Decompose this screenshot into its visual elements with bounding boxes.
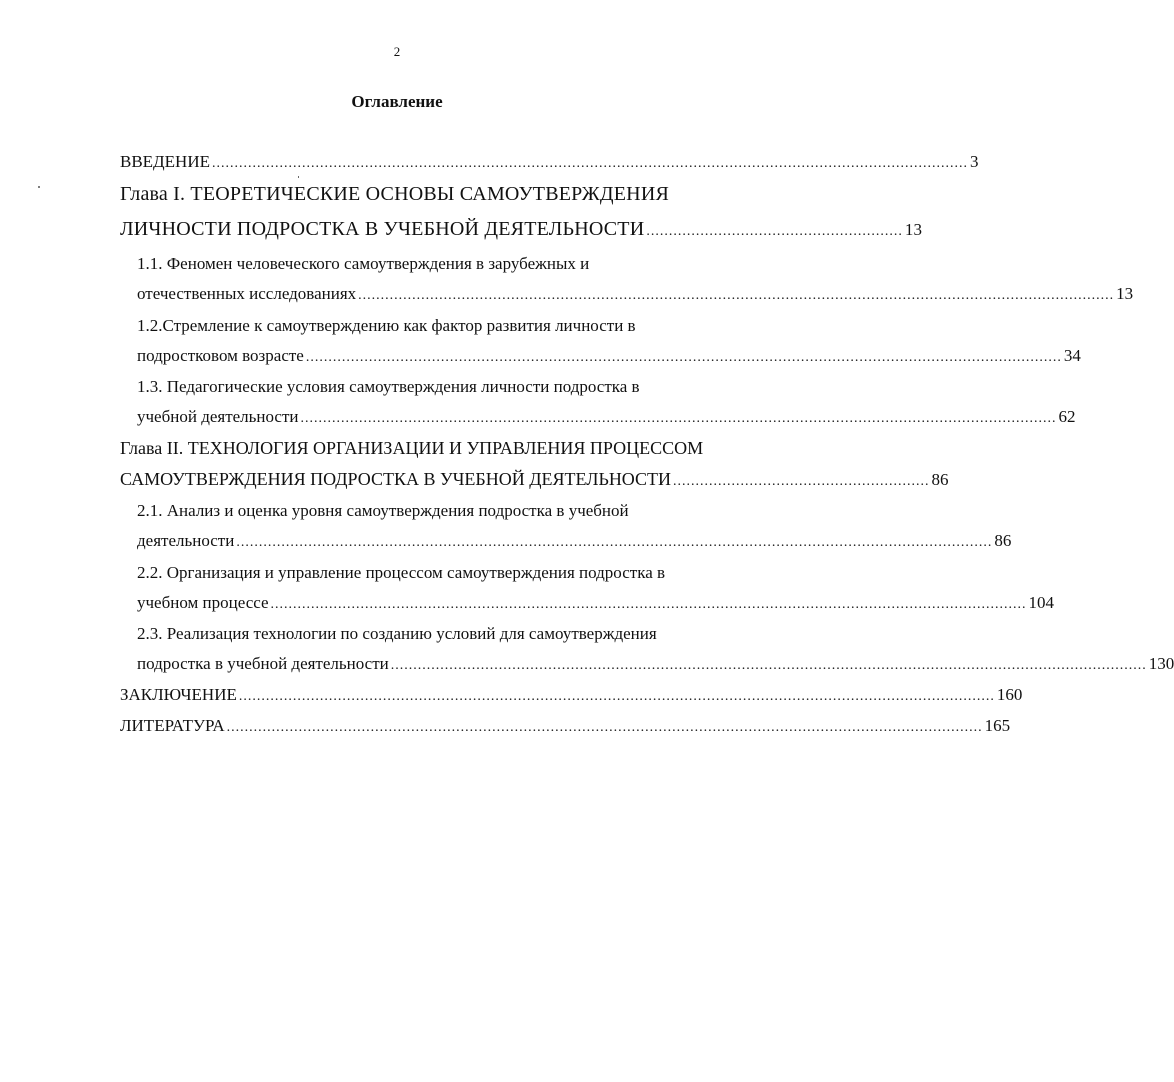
toc-entry-conclusion[interactable] (120, 685, 1023, 707)
toc-page-number: 13 (904, 220, 923, 239)
toc-section-2-2-line-1[interactable] (137, 563, 665, 583)
toc-section-label: 1.2.Стремление к самоутверждению как фактор развития личности в (137, 316, 636, 335)
toc-section-2-2-line-2[interactable] (137, 593, 1055, 615)
leader-dots: ......................................................... (646, 224, 903, 239)
toc-section-1-1-line-2[interactable] (137, 284, 1134, 306)
toc-chapter-heading: ЛИЧНОСТИ ПОДРОСТКА В УЧЕБНОЙ ДЕЯТЕЛЬНОСТИ (120, 218, 645, 240)
toc-entry-label: ЛИТЕРАТУРА (120, 716, 225, 735)
toc-page-number: 130 (1148, 654, 1174, 673)
leader-dots: ........................................................................................................................................................................ (236, 535, 993, 550)
toc-chapter-2-line-2[interactable] (120, 468, 949, 493)
toc-section-1-3-line-1[interactable] (137, 377, 640, 397)
toc-chapter-1-line-2[interactable] (120, 217, 923, 244)
toc-section-2-3-line-1[interactable] (137, 624, 657, 644)
toc-section-1-2-line-2[interactable] (137, 346, 1081, 368)
toc-section-label: подростка в учебной деятельности (137, 654, 389, 673)
leader-dots: ........................................................................................................................................................................ (238, 689, 995, 704)
leader-dots: ......................................................... (673, 474, 930, 489)
leader-dots: ........................................................................................................................................................................ (211, 156, 968, 171)
toc-chapter-2-line-1[interactable] (120, 437, 703, 459)
toc-section-1-2-line-1[interactable] (137, 316, 636, 336)
toc-page-number: 13 (1116, 284, 1134, 303)
leader-dots: ........................................................................................................................................................................ (226, 720, 983, 735)
leader-dots: ........................................................................................................................................................................ (358, 288, 1115, 303)
toc-section-label: 1.3. Педагогические условия самоутверждения личности подростка в (137, 377, 640, 396)
toc-section-2-1-line-2[interactable] (137, 531, 1012, 553)
page-title: Оглавление (351, 92, 443, 111)
toc-section-label: отечественных исследованиях (137, 284, 357, 303)
toc-section-label: учебном процессе (137, 593, 269, 612)
toc-page-number: 165 (984, 716, 1011, 735)
toc-entry-label: ЗАКЛЮЧЕНИЕ (120, 685, 237, 704)
leader-dots: ........................................................................................................................................................................ (305, 350, 1062, 365)
toc-page-number: 34 (1063, 346, 1081, 365)
leader-dots: ........................................................................................................................................................................ (270, 597, 1027, 612)
toc-page-number: 160 (996, 685, 1023, 704)
toc-section-label: 1.1. Феномен человеческого самоутверждения в зарубежных и (137, 254, 590, 273)
toc-chapter-heading: Глава I. ТЕОРЕТИЧЕСКИЕ ОСНОВЫ САМОУТВЕРЖДЕНИЯ (120, 183, 670, 205)
toc-section-2-1-line-1[interactable] (137, 501, 629, 521)
toc-section-label: 2.1. Анализ и оценка уровня самоутверждения подростка в учебной (137, 501, 629, 520)
scan-speck (38, 186, 40, 188)
scan-speck (298, 176, 299, 178)
toc-section-1-1-line-1[interactable] (137, 254, 589, 274)
toc-page-number: 3 (969, 152, 979, 171)
toc-page-number: 86 (994, 531, 1012, 550)
toc-chapter-heading: Глава II. ТЕХНОЛОГИЯ ОРГАНИЗАЦИИ И УПРАВЛЕНИЯ ПРОЦЕССОМ (120, 438, 704, 458)
toc-page-number: 86 (931, 470, 949, 489)
toc-page-number: 62 (1058, 407, 1076, 426)
toc-chapter-heading: САМОУТВЕРЖДЕНИЯ ПОДРОСТКА В УЧЕБНОЙ ДЕЯТЕЛЬНОСТИ (120, 469, 672, 489)
leader-dots: ........................................................................................................................................................................ (390, 658, 1147, 673)
page-number: 2 (393, 44, 401, 59)
toc-page-number: 104 (1028, 593, 1055, 612)
leader-dots: ........................................................................................................................................................................ (300, 411, 1057, 426)
toc-section-label: 2.3. Реализация технологии по созданию условий для самоутверждения (137, 624, 657, 643)
toc-entry-label: ВВЕДЕНИЕ (120, 152, 210, 171)
toc-section-2-3-line-2[interactable] (137, 654, 1174, 676)
toc-section-label: учебной деятельности (137, 407, 299, 426)
toc-entry-intro[interactable] (120, 152, 979, 174)
toc-section-label: деятельности (137, 531, 235, 550)
toc-section-1-3-line-2[interactable] (137, 407, 1076, 429)
toc-chapter-1-line-1[interactable] (120, 182, 669, 206)
toc-entry-literature[interactable] (120, 716, 1011, 738)
toc-section-label: подростковом возрасте (137, 346, 304, 365)
toc-section-label: 2.2. Организация и управление процессом самоутверждения подростка в (137, 563, 666, 582)
